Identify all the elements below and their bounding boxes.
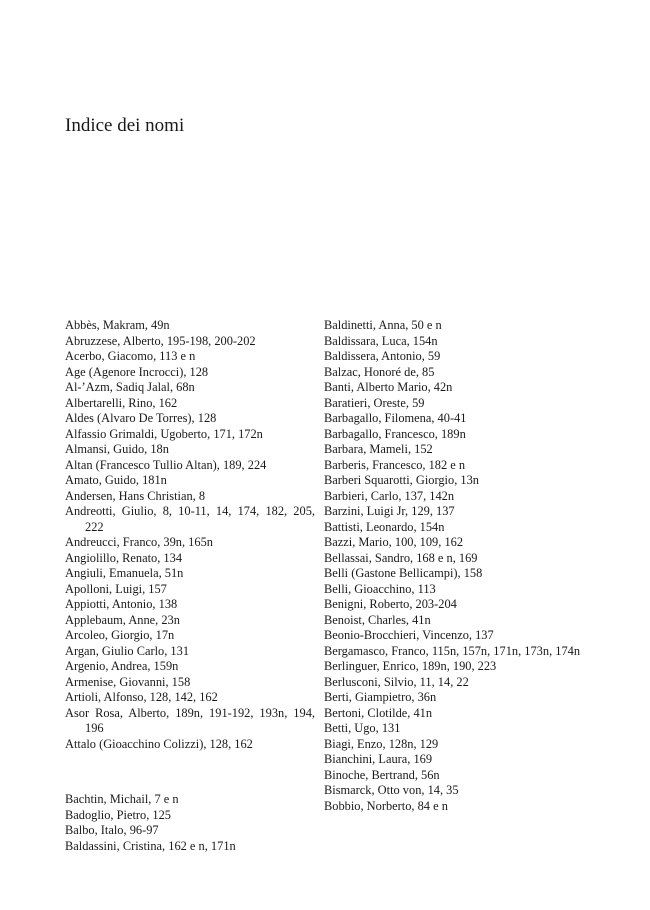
index-entry: Beonio-Brocchieri, Vincenzo, 137 [324, 628, 494, 642]
index-entry: Bazzi, Mario, 100, 109, 162 [324, 535, 464, 549]
index-entry: Battisti, Leonardo, 154n [324, 519, 445, 534]
index-entry: Benoist, Charles, 41n [324, 612, 431, 627]
index-entry: Baldinetti, Anna, 50 e n [324, 318, 442, 332]
index-entry: Andersen, Hans Christian, 8 [65, 488, 206, 503]
index-column-left [65, 318, 315, 854]
index-entry: Baldissera, Antonio, 59 [324, 349, 441, 363]
index-entry: Barberis, Francesco, 182 e n [324, 457, 466, 472]
index-entry: Binoche, Bertrand, 56n [324, 767, 440, 782]
index-entry: Abbès, Makram, 49n [65, 318, 170, 332]
index-entry: Bergamasco, Franco, 115n, 157n, 171n, 173n, 174n [324, 643, 581, 658]
index-entry: Balbo, Italo, 96-97 [65, 823, 159, 838]
index-entry: Aldes (Alvaro De Torres), 128 [65, 411, 217, 425]
index-entry: Betti, Ugo, 131 [324, 721, 401, 735]
index-entry: Badoglio, Pietro, 125 [65, 807, 172, 822]
index-entry: Artioli, Alfonso, 128, 142, 162 [65, 690, 218, 704]
index-entry: Benigni, Roberto, 203-204 [324, 597, 457, 611]
index-column-right [324, 318, 584, 814]
index-entry: Apolloni, Luigi, 157 [65, 581, 167, 596]
index-entry: Acerbo, Giacomo, 113 e n [65, 349, 196, 363]
index-entry: Angiolillo, Renato, 134 [65, 550, 183, 565]
index-entry: Arcoleo, Giorgio, 17n [65, 628, 175, 642]
letter-group-gap [65, 764, 315, 780]
index-entry: Andreotti, Giulio, 8, 10-11, 14, 174, 182, 205, 222 [65, 504, 315, 534]
index-entry: Argenio, Andrea, 159n [65, 659, 179, 673]
page-title: Indice dei nomi [65, 115, 185, 136]
index-entry: Barbara, Mameli, 152 [324, 442, 433, 456]
index-entry: Altan (Francesco Tullio Altan), 189, 224 [65, 457, 267, 472]
index-entry: Berlusconi, Silvio, 11, 14, 22 [324, 674, 469, 689]
index-entry: Barbieri, Carlo, 137, 142n [324, 488, 455, 503]
index-entry: Barberi Squarotti, Giorgio, 13n [324, 473, 479, 487]
index-entry: Bobbio, Norberto, 84 e n [324, 798, 448, 813]
index-entry: Attalo (Gioacchino Colizzi), 128, 162 [65, 736, 253, 751]
index-entry: Baratieri, Oreste, 59 [324, 395, 425, 410]
index-entry: Asor Rosa, Alberto, 189n, 191-192, 193n, 194, 196 [65, 705, 315, 735]
index-entry: Banti, Alberto Mario, 42n [324, 380, 453, 394]
index-entry: Bachtin, Michail, 7 e n [65, 792, 179, 807]
index-entry: Appiotti, Antonio, 138 [65, 597, 178, 611]
index-entry: Armenise, Giovanni, 158 [65, 674, 191, 689]
index-entry: Berti, Giampietro, 36n [324, 690, 437, 704]
index-entry: Barbagallo, Francesco, 189n [324, 426, 466, 441]
index-entry: Berlinguer, Enrico, 189n, 190, 223 [324, 659, 497, 673]
index-entry: Abruzzese, Alberto, 195-198, 200-202 [65, 333, 256, 348]
index-entry: Bismarck, Otto von, 14, 35 [324, 783, 459, 797]
index-entry: Andreucci, Franco, 39n, 165n [65, 535, 213, 549]
index-entry: Belli (Gastone Bellicampi), 158 [324, 566, 483, 580]
index-entry: Albertarelli, Rino, 162 [65, 395, 178, 410]
index-entry: Barzini, Luigi Jr, 129, 137 [324, 504, 455, 518]
index-entry: Bianchini, Laura, 169 [324, 752, 433, 766]
index-entry: Barbagallo, Filomena, 40-41 [324, 411, 467, 425]
index-entry: Balzac, Honoré de, 85 [324, 364, 435, 379]
index-entry: Baldissara, Luca, 154n [324, 333, 438, 348]
index-entry: Al-’Azm, Sadiq Jalal, 68n [65, 380, 195, 394]
index-entry: Bertoni, Clotilde, 41n [324, 705, 433, 720]
index-entry: Angiuli, Emanuela, 51n [65, 566, 184, 580]
index-entry: Belli, Gioacchino, 113 [324, 581, 436, 596]
index-entry: Argan, Giulio Carlo, 131 [65, 643, 190, 658]
index-entry: Age (Agenore Incrocci), 128 [65, 364, 209, 379]
index-entry: Almansi, Guido, 18n [65, 442, 169, 456]
index-entry: Bellassai, Sandro, 168 e n, 169 [324, 550, 478, 565]
index-entry: Amato, Guido, 181n [65, 473, 167, 487]
index-entry: Biagi, Enzo, 128n, 129 [324, 736, 439, 751]
index-entry: Baldassini, Cristina, 162 e n, 171n [65, 838, 236, 853]
index-entry: Alfassio Grimaldi, Ugoberto, 171, 172n [65, 426, 263, 441]
index-entry: Applebaum, Anne, 23n [65, 612, 180, 627]
